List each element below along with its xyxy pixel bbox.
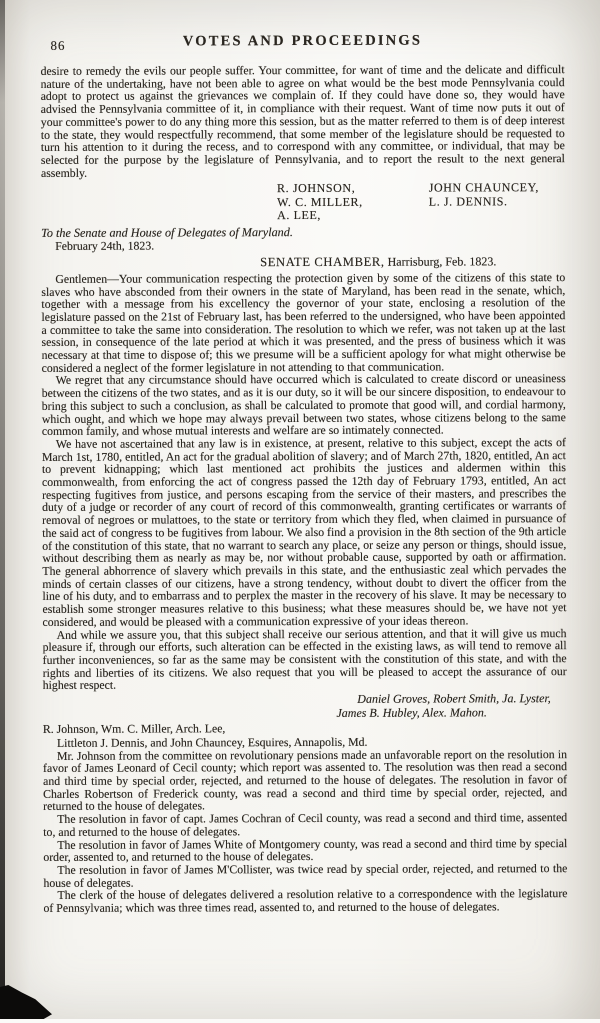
letter-date: February 24th, 1823. xyxy=(55,238,155,253)
page-number: 86 xyxy=(50,37,66,53)
signature-name: L. J. DENNIS. xyxy=(428,194,508,209)
proceedings-paragraph: The resolution in favor of James M'Collister, was twice read by special order, rejected, and returned to the house of delegates. xyxy=(43,861,568,890)
signature-line: James B. Hubley, Alex. Mahon. xyxy=(336,704,487,720)
scan-edge-artifact xyxy=(0,0,5,1023)
committee-signatures xyxy=(277,181,565,223)
scan-corner-artifact xyxy=(0,985,52,1019)
signature-column-left xyxy=(277,182,363,223)
letter-addressee: To the Senate and House of Delegates of Maryland. xyxy=(41,224,293,240)
letter-dateline xyxy=(41,254,565,270)
proceedings-paragraph: The resolution in favor of James White of Montgomery county, was read a second and third time by special order, assented to, and returned to the house of delegates. xyxy=(43,835,568,865)
recipients-line: Littleton J. Dennis, and John Chauncey, Esquires, Annapolis, Md. xyxy=(56,734,368,750)
proceedings-paragraph: The clerk of the house of delegates delivered a resolution relative to a correspondence with the legislature of Pennsylvania; which was three times read, assented to, and returned to the house of delegates. xyxy=(43,886,568,915)
letter-paragraph: Gentlemen—Your communication respecting the protection given by some of the citizens of this state to slaves who have absconded from their owners in the state of Maryland, has been read in the senate, which, together with a message from his excellency the governor of your state, enclosing a resolution of the legislature passed on the 21st of February last, has been referred to the undersigned, who have been appointed a committee to take the same into consideration. The resolution to which we refer, was not taken up at the last session, in consequence of the late period at which it was presented, and the press of business which it was necessary at that time to dispose of; this we presume will be a sufficient apology for what might otherwise be considered a neglect of the former legislature in not attending to that communication. xyxy=(41,269,566,375)
recipients-line: R. Johnson, Wm. C. Miller, Arch. Lee, xyxy=(42,721,226,736)
proceedings-paragraph: Mr. Johnson from the committee on revolutionary pensions made an unfavorable report on the resolution in favor of James Leonard of Cecil county; which report was assented to. The resolution was then read a second and third time by special order, rejected, and returned to the house of delegates. The resolution in favor of Charles Robertson of Frederick county, was read a second and third time by special order, rejected, and returned to the house of delegates. xyxy=(43,746,568,814)
letter-paragraph: We have not ascertained that any law is in existence, at present, relative to this subject, except the acts of March 1st, 1780, entitled, An act for the gradual abolition of slavery; and of March 27th, 1820, entitled, An act to prevent kidnapping; which last mentioned act prohibits the justices and aldermen within this commonwealth, from enforcing the act of congress passed the 12th day of February 1793, entitled, An act respecting fugitives from justice, and persons escaping from the service of their masters, and prescribes the duty of a judge or recorder of any court of record of this commonwealth, granting certificates or warrants of removal of negroes or mulattoes, to the state or territory from which they fled, when claimed in pursuance of the said act of congress to be fugitives from labour. We also find a provision in the 8th section of the 9th article of the constitution of this state, that no warrant to search any place, or seize any person or things, should issue, without describing them as nearly as may be, nor without probable cause, supported by oath or affirmation. The general abhorrence of slavery which prevails in this state, and the enthusiastic zeal which pervades the minds of certain classes of our citizens, have a strong tendency, without doubt to divert the officer from the line of his duty, and to embarrass and to perplex the master in the recovery of his slave. It may be necessary to establish some stronger measures relative to this business; what these measures should be, we have not yet considered, and would be pleased with a communication expressive of your ideas thereon. xyxy=(41,435,567,629)
page-content xyxy=(40,29,567,915)
signature-name: A. LEE, xyxy=(277,208,321,223)
page-header xyxy=(40,29,564,61)
dateline-location: Harrisburg, Feb. 1823. xyxy=(384,254,497,269)
page-title: VOTES AND PROCEEDINGS xyxy=(182,32,423,50)
signature-name: W. C. MILLER, xyxy=(277,194,363,209)
signature-line: Daniel Groves, Robert Smith, Ja. Lyster, xyxy=(357,691,551,706)
signature-name: R. JOHNSON, xyxy=(276,181,356,196)
proceedings-paragraph: The resolution in favor of capt. James Cochran of Cecil county, was read a second and third time, assented to, and returned to the house of delegates. xyxy=(43,810,568,839)
signature-name: JOHN CHAUNCEY, xyxy=(428,180,539,195)
letter-paragraph: We regret that any circumstance should have occurred which is calculated to create discord or uneasiness between the citizens of the two states, and as it is our duty, so it will be our sincere disposition, to endeavour to bring this subject to such a conclusion, as shall be calculated to promote that good will, and cordial harmony, which ought, and which we hope may always prevail between two states, whose citizens belong to the same common family, and whose mutual interests and welfare are so intimately connected. xyxy=(41,371,566,439)
letter-paragraph: And while we assure you, that this subject shall receive our serious attention, and that it will give us much pleasure if, through our efforts, such alteration can be effected in the existing laws, as will tend to remove all further inconveniences, so far as the same may be consistent with the constitution of this state, and with the rights and liberties of its citizens. We also request that you will be pleased to accept the assurance of our highest respect. xyxy=(42,625,567,693)
scan-bottom-edge xyxy=(0,1019,600,1023)
senate-chamber-label: SENATE CHAMBER, xyxy=(260,254,385,269)
letter-signatures xyxy=(43,692,567,721)
signature-column-right xyxy=(429,182,539,223)
report-closing-paragraph: desire to remedy the evils our people suffer. Your committee, for want of time and the delicate and difficult nature of the undertaking, have not been able to agree on what would be the best mode Pennsylvania could adopt to protect us against the grievances we complain of. If they could have done so, they would have advised the Pennsylvania committee of it, in compliance with their request. Want of time now puts it out of your committee's power to do any thing more this session, but as the matter referred to them is of deep interest to the state, they would respectfully recommend, that some member of the legislature should be requested to turn his attention to it during the recess, and to correspond with any committee, or individual, that may be selected for the purpose by the legislature of Pennsylvania, and to report the result to the next general assembly. xyxy=(40,62,565,180)
